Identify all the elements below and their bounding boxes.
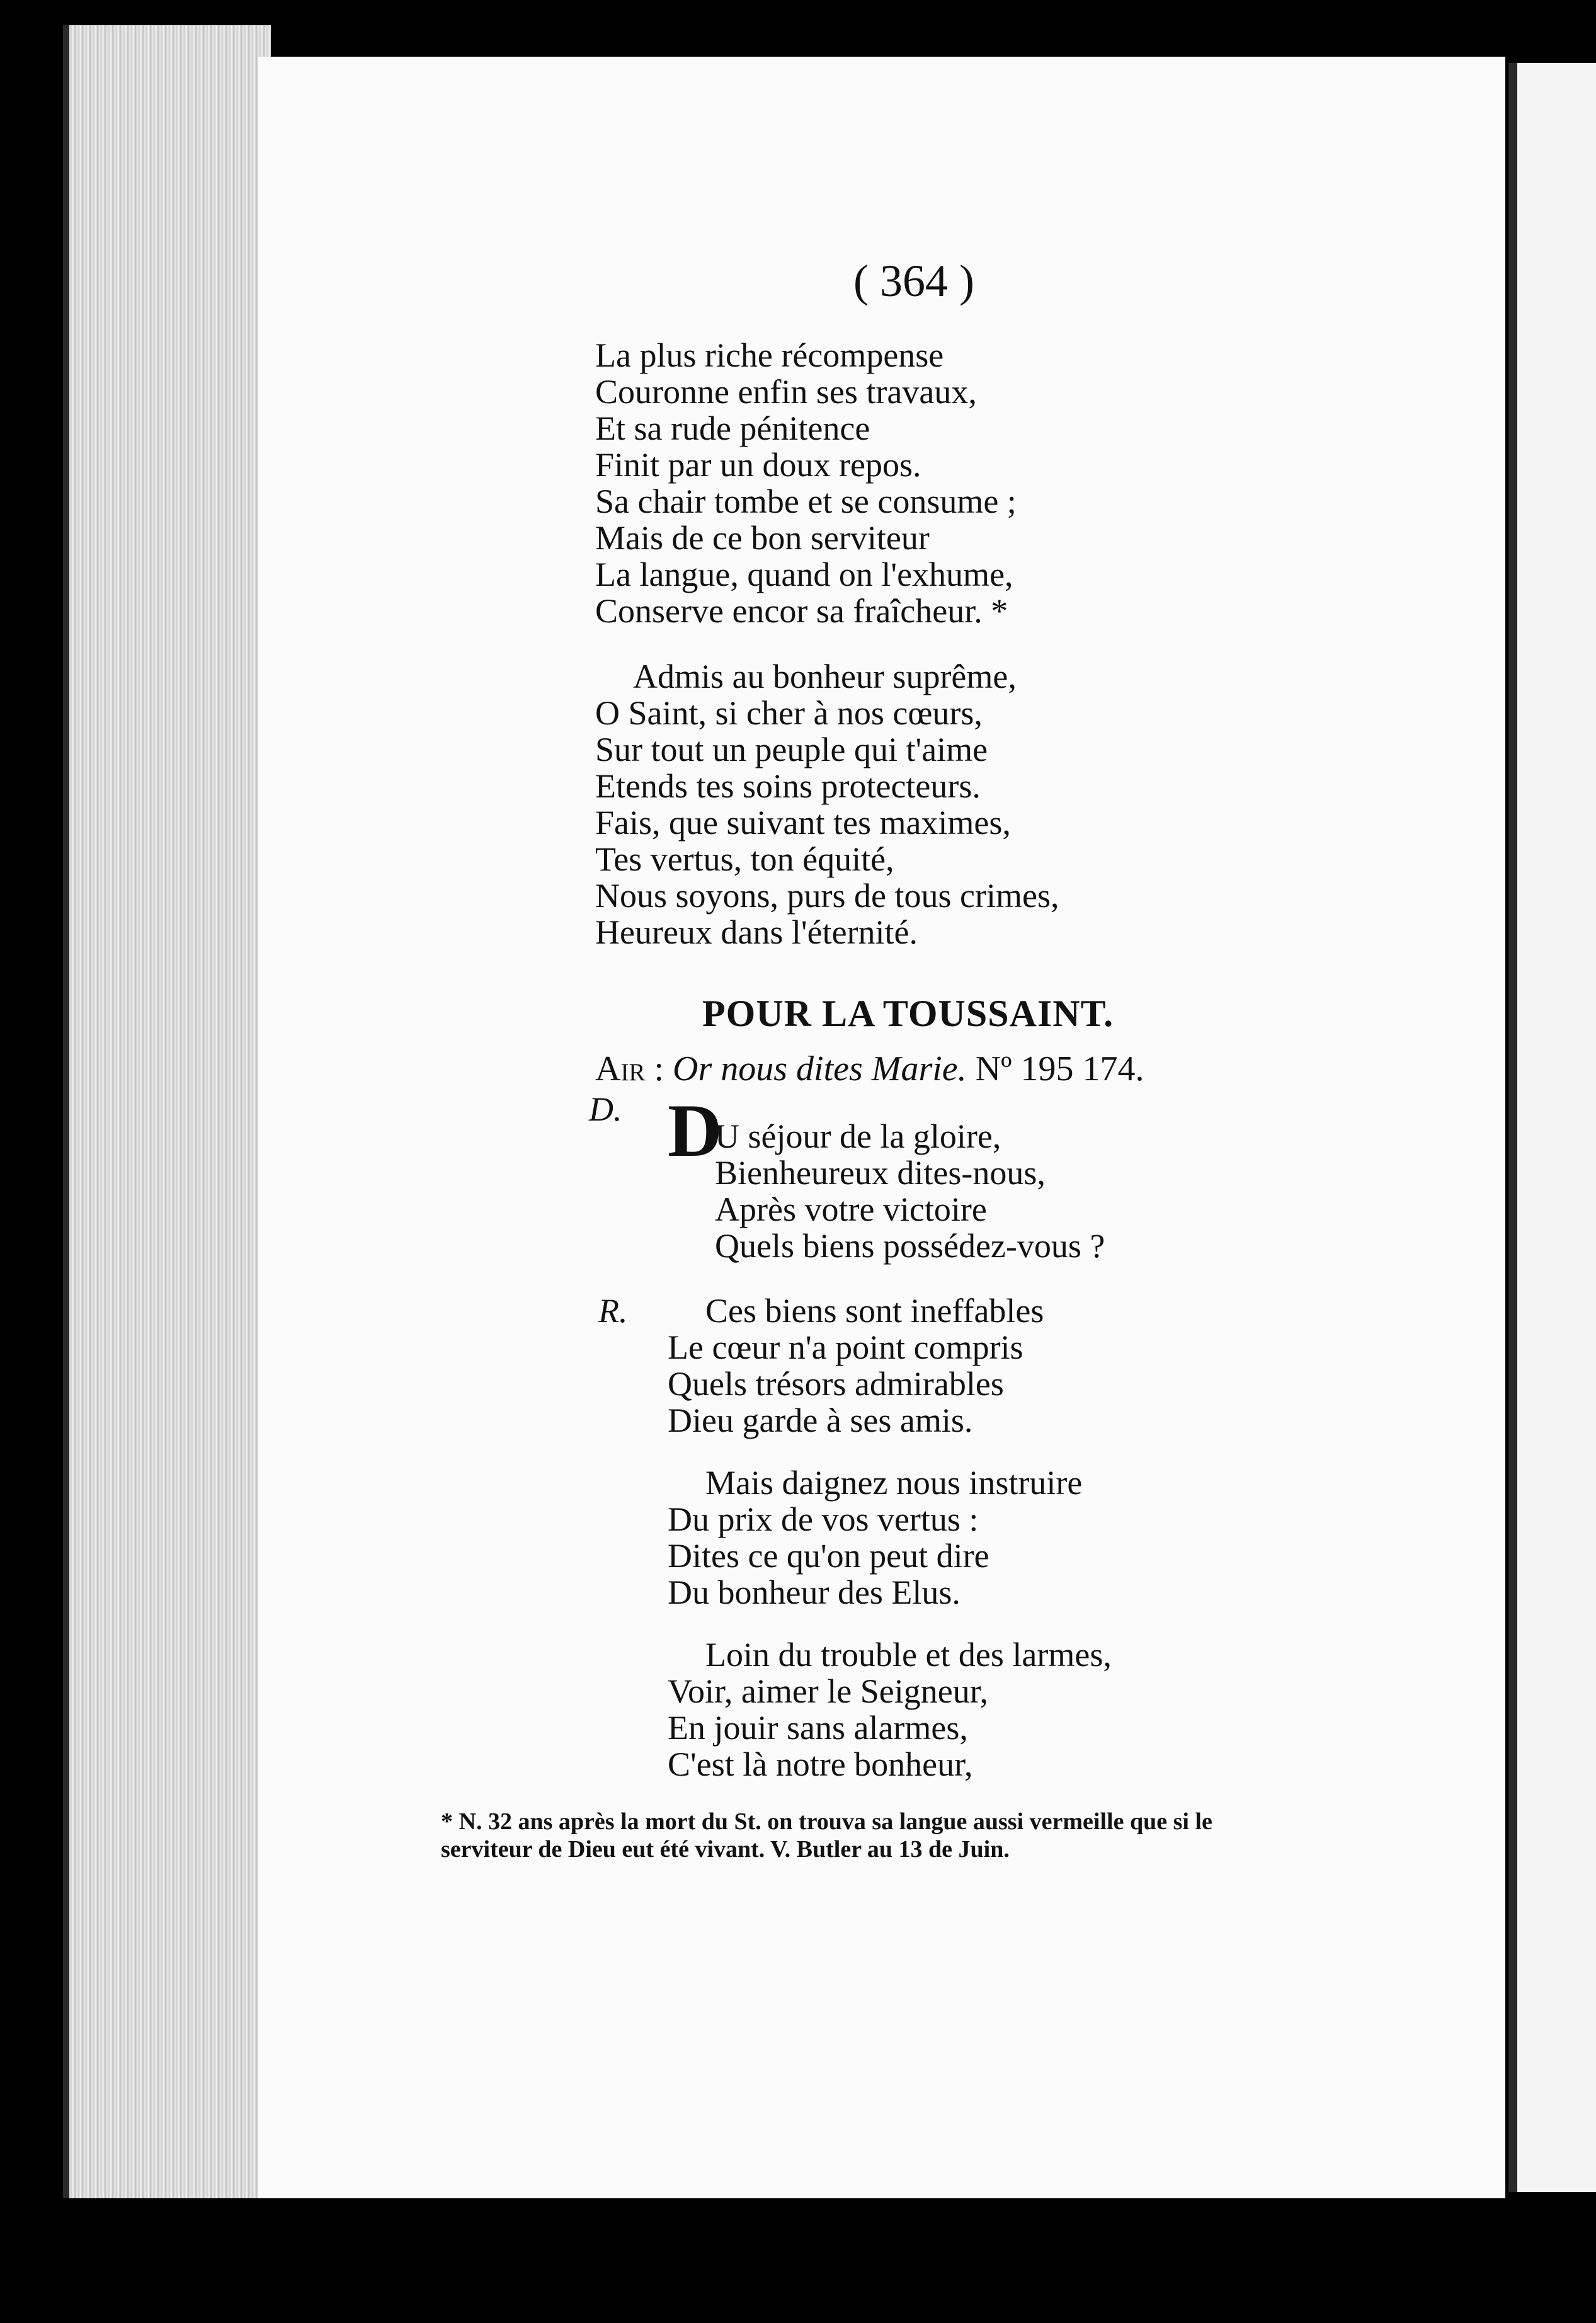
footnote [441, 1808, 1212, 1863]
verse-line: Mais de ce bon serviteur [595, 519, 930, 557]
stanza-6 [668, 1636, 1112, 1783]
verse-line: Quels trésors admirables [668, 1365, 1004, 1403]
verse-line: Sur tout un peuple qui t'aime [595, 731, 988, 768]
page-number: ( 364 ) [853, 256, 974, 306]
verse-line: Et sa rude pénitence [595, 409, 870, 447]
stanza-1 [595, 337, 1017, 629]
verse-line: Mais daignez nous instruire [705, 1464, 1083, 1502]
marker-d: D. [589, 1090, 622, 1128]
air-line [595, 1049, 1144, 1089]
verse-line: C'est là notre bonheur, [668, 1745, 973, 1783]
air-label: Air : [595, 1049, 664, 1088]
air-number: Nº 195 174. [975, 1049, 1144, 1088]
stanza-3 [715, 1118, 1105, 1264]
verse-line: Nous soyons, purs de tous crimes, [595, 877, 1059, 915]
verse-line: Du bonheur des Elus. [668, 1573, 960, 1611]
verse-line: Ces biens sont ineffables [705, 1292, 1044, 1330]
verse-line: Bienheureux dites-nous, [715, 1154, 1046, 1192]
footnote-line-2: serviteur de Dieu eut été vivant. V. Butler au 13 de Juin. [441, 1836, 1010, 1863]
drop-cap: D [668, 1088, 722, 1172]
verse-line: Dieu garde à ses amis. [668, 1401, 973, 1439]
verse-line: Fais, que suivant tes maximes, [595, 804, 1011, 842]
footnote-line-1: * N. 32 ans après la mort du St. on trouva sa langue aussi vermeille que si le [441, 1808, 1212, 1835]
verse-line: Après votre victoire [715, 1190, 987, 1228]
verse-line: Conserve encor sa fraîcheur. * [595, 592, 1008, 630]
verse-line: U séjour de la gloire, [715, 1117, 1001, 1155]
marker-r: R. [598, 1292, 628, 1330]
stanza-5 [668, 1464, 1082, 1611]
verse-line: La plus riche récompense [595, 336, 944, 374]
verse-line: O Saint, si cher à nos cœurs, [595, 694, 983, 732]
verse-line: Quels biens possédez-vous ? [715, 1227, 1105, 1265]
verse-line: Admis au bonheur suprême, [633, 658, 1017, 695]
verse-line: La langue, quand on l'exhume, [595, 556, 1013, 593]
verse-line: Finit par un doux repos. [595, 446, 921, 484]
verse-line: Du prix de vos vertus : [668, 1500, 979, 1538]
stanza-2 [595, 658, 1059, 950]
verse-line: Etends tes soins protecteurs. [595, 767, 981, 805]
book-page-edges [63, 25, 271, 2198]
verse-line: Tes vertus, ton équité, [595, 840, 894, 878]
verse-line: En jouir sans alarmes, [668, 1709, 968, 1747]
verse-line: Dites ce qu'on peut dire [668, 1537, 989, 1575]
stanza-4 [668, 1293, 1044, 1439]
verse-line: Voir, aimer le Seigneur, [668, 1672, 989, 1710]
facing-page-edge [1508, 63, 1596, 2192]
verse-line: Le cœur n'a point compris [668, 1328, 1023, 1366]
verse-line: Couronne enfin ses travaux, [595, 373, 977, 411]
verse-line: Sa chair tombe et se consume ; [595, 482, 1017, 520]
air-title: Or nous dites Marie. [673, 1049, 967, 1088]
verse-line: Heureux dans l'éternité. [595, 913, 918, 951]
verse-line: Loin du trouble et des larmes, [705, 1636, 1112, 1674]
section-heading: POUR LA TOUSSAINT. [702, 993, 1114, 1034]
